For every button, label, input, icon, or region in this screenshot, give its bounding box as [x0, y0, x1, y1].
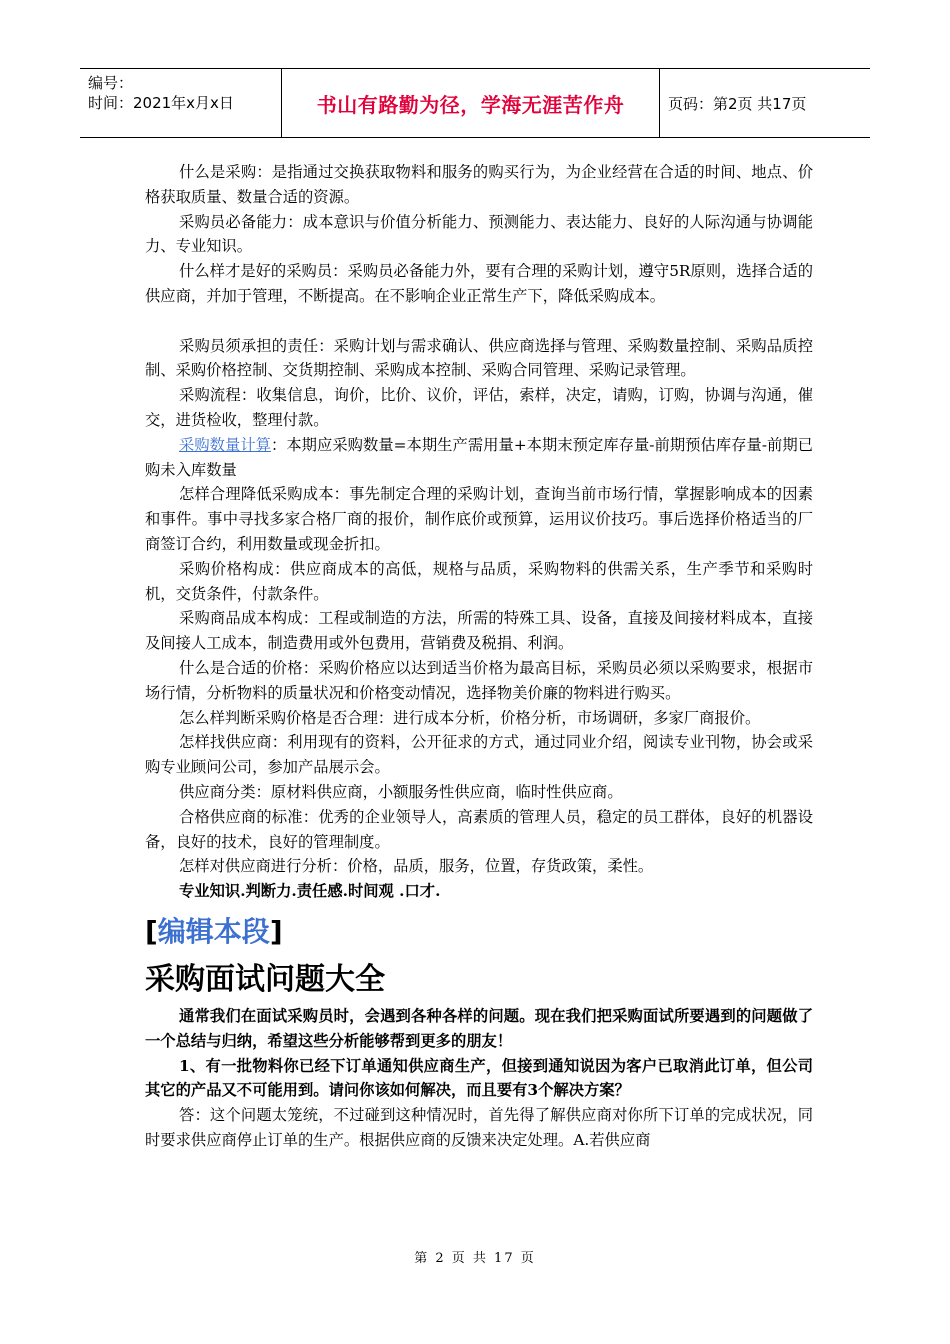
paragraph: 怎么样判断采购价格是否合理：进行成本分析，价格分析，市场调研，多家厂商报价。	[179, 708, 761, 727]
skills-line: 专业知识.判断力.责任感.时间观 .口才.	[179, 882, 441, 901]
page-footer: 第 2 页 共 17 页	[414, 1251, 536, 1266]
question-1: 1、有一批物料你已经下订单通知供应商生产，但接到通知说因为客户已取消此订单，但公司其它的产品又不可能用到。请问你该如何解决，而且要有3个解决方案？	[145, 1056, 813, 1100]
header-motto: 书山有路勤为径，学海无涯苦作舟	[282, 69, 660, 137]
answer-1: 答：这个问题太笼统，不过碰到这种情况时，首先得了解供应商对你所下订单的完成状况，同时要求供应商停止订单的生产。根据供应商的反馈来决定处理。A.若供应商	[145, 1106, 813, 1149]
bracket-close: ]	[269, 914, 283, 948]
bracket-open: [	[145, 914, 158, 948]
paragraph: 采购价格构成：供应商成本的高低，规格与品质，采购物料的供需关系，生产季节和采购时机，交货条件，付款条件。	[145, 559, 813, 603]
time-label: 时间：2021年x月x日	[88, 94, 234, 112]
quantity-link[interactable]: 采购数量计算	[179, 435, 271, 454]
quantity-formula: ：本期应采购数量=本期生产需用量+本期末预定库存量-前期预估库存量-前期已购未入库数量	[145, 435, 813, 479]
header-meta	[80, 69, 282, 137]
document-body	[145, 160, 813, 1153]
paragraph: 合格供应商的标准：优秀的企业领导人，高素质的管理人员，稳定的员工群体，良好的机器设备，良好的技术，良好的管理制度。	[145, 807, 813, 851]
number-label: 编号：	[88, 74, 134, 92]
page-header	[80, 68, 870, 138]
edit-section-link[interactable]: 编辑本段	[157, 914, 270, 948]
paragraph: 怎样合理降低采购成本：事先制定合理的采购计划，查询当前市场行情，掌握影响成本的因素和事件。事中寻找多家合格厂商的报价，制作底价或预算，运用议价技巧。事后选择价格适当的厂商签订合约，利用数量或现金折扣。	[145, 485, 813, 553]
paragraph: 怎样找供应商：利用现有的资料，公开征求的方式，通过同业介绍，阅读专业刊物，协会或采购专业顾问公司，参加产品展示会。	[145, 733, 813, 777]
paragraph: 采购员须承担的责任：采购计划与需求确认、供应商选择与管理、采购数量控制、采购品质控制、采购价格控制、交货期控制、采购成本控制、采购合同管理、采购记录管理。	[145, 336, 813, 380]
paragraph: 采购商品成本构成：工程或制造的方法，所需的特殊工具、设备，直接及间接材料成本，直接及间接人工成本，制造费用或外包费用，营销费及税捐、利润。	[145, 609, 813, 653]
paragraph: 什么是采购：是指通过交换获取物料和服务的购买行为，为企业经营在合适的时间、地点、价格获取质量、数量合适的资源。	[145, 163, 813, 206]
spacer	[145, 309, 813, 334]
paragraph: 采购流程：收集信息，询价，比价、议价，评估，索样，决定，请购，订购，协调与沟通，催交，进货检收，整理付款。	[145, 386, 813, 429]
header-page-info: 页码：第2页 共17页	[668, 94, 807, 113]
paragraph: 什么样才是好的采购员：采购员必备能力外，要有合理的采购计划，遵守5R原则，选择合适的供应商，并加于管理，不断提高。在不影响企业正常生产下，降低采购成本。	[145, 262, 813, 305]
paragraph: 采购员必备能力：成本意识与价值分析能力、预测能力、表达能力、良好的人际沟通与协调能力、专业知识。	[145, 212, 813, 256]
paragraph: 什么是合适的价格：采购价格应以达到适当价格为最高目标，采购员必须以采购要求，根据市场行情，分析物料的质量状况和价格变动情况，选择物美价廉的物料进行购买。	[145, 658, 813, 702]
intro-paragraph: 通常我们在面试采购员时，会遇到各种各样的问题。现在我们把采购面试所要遇到的问题做了一个总结与归纳，希望这些分析能够帮到更多的朋友！	[145, 1006, 813, 1050]
edit-section	[145, 912, 813, 952]
paragraph: 怎样对供应商进行分析：价格，品质，服务，位置，存货政策，柔性。	[179, 857, 654, 876]
section-heading: 采购面试问题大全	[145, 961, 385, 997]
paragraph: 供应商分类：原材料供应商，小额服务性供应商，临时性供应商。	[179, 782, 623, 801]
quantity-paragraph	[145, 433, 813, 483]
